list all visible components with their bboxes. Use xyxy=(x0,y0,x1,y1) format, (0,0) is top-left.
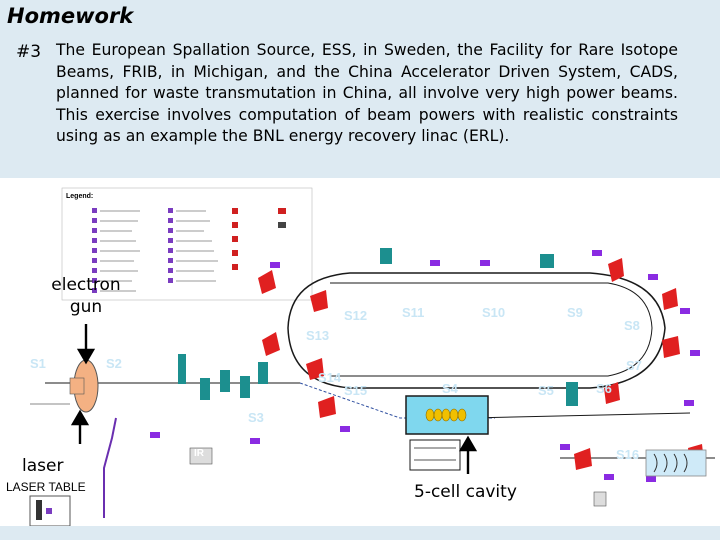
s16-dump-line xyxy=(646,450,706,476)
section-s13: S13 xyxy=(306,328,330,343)
section-s3: S3 xyxy=(248,410,264,425)
section-s16: S16 xyxy=(616,447,640,462)
footer-band xyxy=(0,526,720,540)
recirculation-ring xyxy=(45,273,715,458)
electron-gun-label: electron gun xyxy=(51,275,121,317)
section-s2: S2 xyxy=(106,356,122,371)
section-s12: S12 xyxy=(344,308,368,323)
ir-label: IR xyxy=(194,448,204,459)
section-s14: S14 xyxy=(318,370,342,385)
homework-paragraph: The European Spallation Source, ESS, in Sweden, the Facility for Rare Isotope Beams, FRIB, in Michigan, and the China Accelerator Driven System, CADS, planned for waste transmutation in China, all involve very high power beams. This exercise involves computation of beam powers with realistic constraints using as an example the BNL energy recovery linac (ERL). xyxy=(56,41,678,145)
section-s4: S4 xyxy=(442,381,458,396)
laser-table-label: LASER TABLE xyxy=(6,480,86,494)
section-s9: S9 xyxy=(567,305,583,320)
slide-title: Homework xyxy=(7,4,134,28)
section-s15: S15 xyxy=(344,383,368,398)
section-s5: S5 xyxy=(538,383,554,398)
laser-label: laser xyxy=(22,456,64,476)
section-s7: S7 xyxy=(626,358,642,373)
five-cell-cavity xyxy=(406,396,488,470)
section-s10: S10 xyxy=(482,305,506,320)
section-s6: S6 xyxy=(596,381,612,396)
section-s8: S8 xyxy=(624,318,640,333)
section-s11: S11 xyxy=(402,305,425,320)
homework-number: #3 xyxy=(16,42,42,62)
cavity-label: 5-cell cavity xyxy=(414,482,517,502)
legend-title: Legend: xyxy=(66,193,94,200)
erl-layout-diagram xyxy=(0,178,720,540)
section-s1: S1 xyxy=(30,356,46,371)
